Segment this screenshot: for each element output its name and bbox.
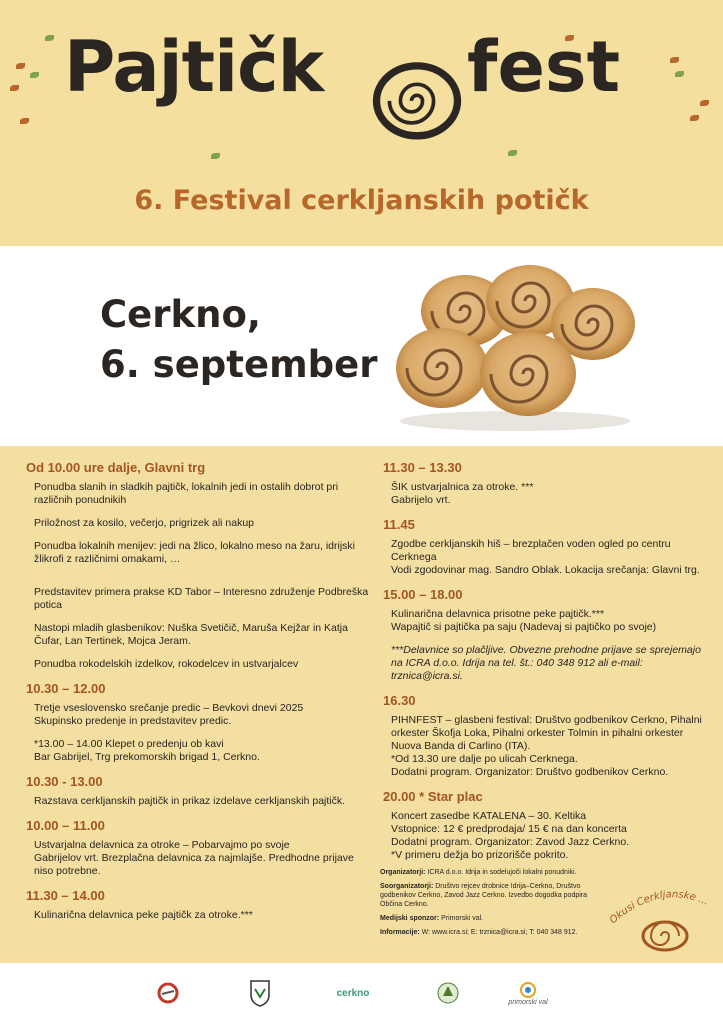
time-heading: 20.00 * Star plac bbox=[383, 789, 483, 804]
program-item: *V primeru dežja bo prizorišče pokrito. bbox=[391, 849, 569, 861]
program-item: Ponudba slanih in sladkih pajtičk, lokalnih jedi in ostalih dobrot pri različnih ponudnikih bbox=[34, 481, 339, 506]
program-item: *Od 13.30 ure dalje po ulicah Cerknega. bbox=[391, 753, 578, 765]
leaf-decoration bbox=[670, 57, 679, 63]
sponsor-emblem-icon bbox=[157, 982, 179, 1004]
program-right-column bbox=[383, 460, 703, 872]
leaf-decoration bbox=[690, 115, 699, 121]
organizer-label: Organizatorji: bbox=[380, 869, 426, 876]
leaf-decoration bbox=[16, 63, 25, 69]
stamp-text: Okusi Cerkljanske ... bbox=[607, 889, 711, 927]
program-item: Vodi zgodovinar mag. Sandro Oblak. Lokacija srečanja: Glavni trg. bbox=[391, 564, 700, 576]
time-heading: Od 10.00 ure dalje, Glavni trg bbox=[26, 460, 206, 475]
program-item: Tretje vseslovensko srečanje predic – Bevkovi dnevi 2025 bbox=[34, 702, 304, 714]
program-item: Ponudba lokalnih menijev: jedi na žlico, lokalno meso na žaru, idrijski žlikrofi z različnimi omakami, … bbox=[34, 540, 356, 565]
sponsor-logo bbox=[245, 973, 275, 1013]
program-item: Gabrijelo vrt. bbox=[391, 494, 451, 506]
pastry-roll-logo-icon bbox=[371, 53, 463, 145]
program-item: Kulinarična delavnica peke pajtičk za otroke.*** bbox=[34, 909, 253, 921]
time-heading: 15.00 – 18.00 bbox=[383, 587, 463, 602]
media-line bbox=[380, 914, 610, 923]
program-item: Priložnost za kosilo, večerjo, prigrizek ali nakup bbox=[34, 517, 255, 529]
program-note: ***Delavnice so plačljive. Obvezne prehodne prijave se sprejemajo na ICRA d.o.o. Idrija na tel. št.: 040 348 912 ali e-mail: trznica@icra.si. bbox=[391, 644, 701, 682]
program-item: Bar Gabrijel, Trg prekomorskih brigad 1, Cerkno. bbox=[34, 751, 260, 763]
info-label: Informacije: bbox=[380, 929, 420, 936]
festival-subtitle: 6. Festival cerkljanskih potičk bbox=[134, 185, 589, 216]
coat-of-arms-icon bbox=[249, 979, 271, 1007]
organizer-line bbox=[380, 868, 610, 877]
festival-title-part2: fest bbox=[467, 26, 621, 108]
cerkno-logo bbox=[328, 973, 378, 1013]
program-item: *13.00 – 14.00 Klepet o predenju ob kavi bbox=[34, 738, 224, 750]
program-item: Skupinsko predenje in predstavitev predic. bbox=[34, 715, 232, 727]
program-left-column bbox=[26, 460, 371, 932]
leaf-decoration bbox=[45, 35, 54, 41]
program-item: Wapajtič si pajtička pa saju (Nadevaj si pajtičko po svoje) bbox=[391, 621, 657, 633]
coorganizer-line bbox=[380, 882, 610, 909]
leaf-decoration bbox=[211, 153, 220, 159]
program-item: Ponudba rokodelskih izdelkov, rokodelcev in ustvarjalcev bbox=[34, 658, 299, 670]
sponsor-logo bbox=[430, 973, 465, 1013]
program-item: Gabrijelov vrt. Brezplačna delavnica za najmlajše. Predhodne prijave niso potrebne. bbox=[34, 852, 354, 877]
time-heading: 11.45 bbox=[383, 517, 415, 532]
program-item: Ustvarjalna delavnica za otroke – Pobarvajmo po svoje bbox=[34, 839, 290, 851]
footer-logos bbox=[0, 963, 723, 1024]
info-line bbox=[380, 928, 610, 937]
leaf-decoration bbox=[10, 85, 19, 91]
radio-wave-icon bbox=[519, 981, 537, 999]
program-item: Zgodbe cerkljanskih hiš – brezplačen voden ogled po centru Cerknega bbox=[391, 538, 671, 563]
cerkno-logo-text: cerkno bbox=[336, 987, 370, 999]
media-label: Medijski sponzor: bbox=[380, 915, 440, 922]
program-item: Dodatni program. Organizator: Zavod Jazz Cerkno. bbox=[391, 836, 630, 848]
tree-emblem-icon bbox=[437, 982, 459, 1004]
location-city: Cerkno, bbox=[100, 293, 261, 336]
header-area bbox=[0, 0, 723, 246]
info-text: W: www.icra.si; E: trznica@icra.si; T: 040 348 912. bbox=[421, 929, 578, 936]
credits-block bbox=[380, 868, 610, 942]
program-item: Dodatni program. Organizator: Društvo godbenikov Cerkno. bbox=[391, 766, 669, 778]
leaf-decoration bbox=[700, 100, 709, 106]
program-item: Koncert zasedbe KATALENA – 30. Keltika bbox=[391, 810, 587, 822]
program-item: ŠIK ustvarjalnica za otroke. *** bbox=[391, 481, 534, 493]
program-item: Vstopnice: 12 € predprodaja/ 15 € na dan koncerta bbox=[391, 823, 627, 835]
media-text: Primorski val. bbox=[441, 915, 484, 922]
primorski-val-text: primorski val bbox=[508, 998, 548, 1006]
organizer-text: ICRA d.o.o. Idrija in sodelujoči lokalni ponudniki. bbox=[427, 869, 577, 876]
program-item: Predstavitev primera prakse KD Tabor – Interesno združenje Podbreška potica bbox=[34, 586, 369, 611]
program-item: Razstava cerkljanskih pajtičk in prikaz izdelave cerkljanskih pajtičk. bbox=[34, 795, 346, 807]
time-heading: 11.30 – 14.00 bbox=[26, 888, 105, 903]
location-date bbox=[100, 290, 377, 390]
location-day: 6. september bbox=[100, 343, 378, 386]
leaf-decoration bbox=[20, 118, 29, 124]
svg-text:Okusi Cerkljanske ... bbox=[608, 889, 710, 926]
pastry-buns-image bbox=[390, 256, 640, 436]
program-item: Nastopi mladih glasbenikov: Nuška Svetičič, Maruša Kejžar in Katja Čufar, Lan Tertinek, Mojca Jeram. bbox=[34, 622, 348, 647]
program-item: PIHNFEST – glasbeni festival: Društvo godbenikov Cerkno, Pihalni orkester Škofja Loka, Pihalni orkester Tolmin in pihalni orkester Nuova Banda di Carlino (ITA). bbox=[391, 714, 702, 752]
time-heading: 10.00 – 11.00 bbox=[26, 818, 105, 833]
time-heading: 16.30 bbox=[383, 693, 416, 708]
leaf-decoration bbox=[30, 72, 39, 78]
coorganizer-label: Soorganizatorji: bbox=[380, 883, 434, 890]
leaf-decoration bbox=[675, 71, 684, 77]
time-heading: 10.30 - 13.00 bbox=[26, 774, 103, 789]
time-heading: 10.30 – 12.00 bbox=[26, 681, 106, 696]
leaf-decoration bbox=[508, 150, 517, 156]
coorganizer-text: Društvo rejcev drobnice Idrija–Cerkno, Društvo godbenikov Cerkno, Zavod Jazz Cerkno. Izvedbo dogodka podpira Občina Cerkno. bbox=[380, 883, 588, 908]
festival-title-part1: Pajtičk bbox=[64, 26, 324, 108]
time-heading: 11.30 – 13.30 bbox=[383, 460, 462, 475]
program-item: Kulinarična delavnica prisotne peke pajtičk.*** bbox=[391, 608, 605, 620]
sponsor-logo bbox=[145, 973, 190, 1013]
primorski-val-logo bbox=[508, 973, 548, 1013]
okusi-stamp bbox=[605, 880, 715, 960]
